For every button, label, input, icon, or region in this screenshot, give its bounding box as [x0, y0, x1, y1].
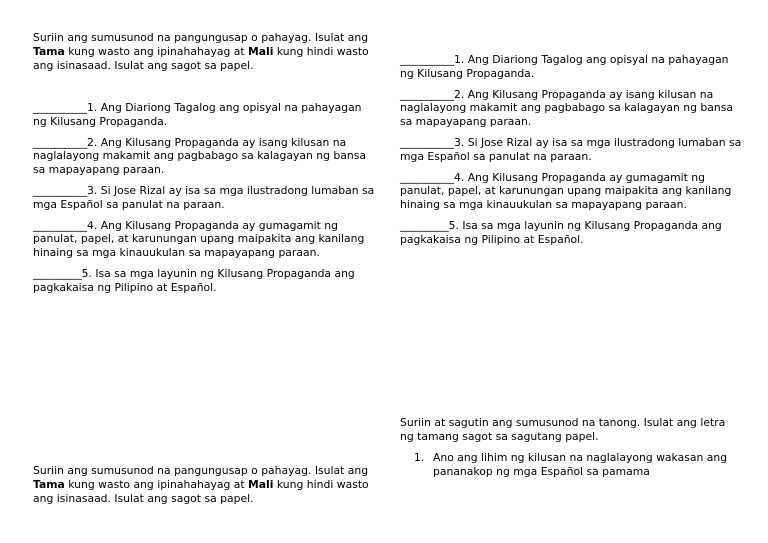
list-item: __________3. Si Jose Rizal ay isa sa mga ilustradong lumaban sa mga Español sa panulat na paraan. — [33, 183, 375, 211]
list-item: __________4. Ang Kilusang Propaganda ay gumagamit ng panulat, papel, at karunungan upang maipakita ang kanilang hinaing sa mga kinauukulan sa mapayapang paraan. — [33, 218, 365, 260]
list-item: __________4. Ang Kilusang Propaganda ay gumagamit ng panulat, papel, at karunungan upang maipakita ang kanilang hinaing sa mga kinauukulan sa mapayapang paraan. — [400, 170, 732, 212]
answer-blank: __________ — [400, 87, 454, 101]
answer-blank: __________ — [33, 101, 87, 114]
items-list-right — [400, 53, 745, 247]
question-instructions: Suriin at sagutin ang sumusunod na tanong. Isulat ang letra ng tamang sagot sa sagutang papel. — [400, 416, 726, 443]
answer-blank: __________ — [33, 135, 87, 149]
instructions-bottom-left: Suriin ang sumusunod na pangungusap o pahayag. Isulat ang Tama kung wasto ang ipinahahayag at Mali kung hindi wasto ang isinasaad. Isulat ang sagot sa papel. — [33, 464, 369, 505]
question-item: 1. Ano ang lihim ng kilusan na naglalayong wakasan ang pananakop ng mga Español sa pamama — [414, 451, 728, 478]
items-list-left — [33, 101, 378, 295]
tama-keyword: Tama — [33, 44, 65, 58]
instructions-top-left: Suriin ang sumusunod na pangungusap o pahayag. Isulat ang Tama kung wasto ang ipinahahayag at Mali kung hindi wasto ang isinasaad. Isulat ang sagot sa papel. — [33, 31, 369, 72]
mali-keyword: Mali — [248, 477, 274, 491]
list-item: _________5. Isa sa mga layunin ng Kilusang Propaganda ang pagkakaisa ng Pilipino at Español. — [400, 218, 722, 246]
tama-keyword: Tama — [33, 477, 65, 491]
list-item: __________3. Si Jose Rizal ay isa sa mga ilustradong lumaban sa mga Español sa panulat na paraan. — [400, 135, 742, 163]
answer-blank: _________ — [400, 218, 449, 232]
answer-blank: _________ — [33, 266, 82, 280]
answer-blank: __________ — [33, 183, 87, 197]
list-item: __________2. Ang Kilusang Propaganda ay isang kilusan na naglalayong makamit ang pagbabago sa kalagayan ng bansa sa mapayapang paraan. — [33, 135, 366, 177]
list-item: __________1. Ang Diariong Tagalog ang opisyal na pahayagan ng Kilusang Propaganda. — [400, 53, 729, 80]
list-item: _________5. Isa sa mga layunin ng Kilusang Propaganda ang pagkakaisa ng Pilipino at Español. — [33, 266, 355, 294]
list-item: __________2. Ang Kilusang Propaganda ay isang kilusan na naglalayong makamit ang pagbabago sa kalagayan ng bansa sa mapayapang paraan. — [400, 87, 733, 129]
answer-blank: __________ — [400, 53, 454, 66]
answer-blank: __________ — [33, 218, 87, 232]
list-item: __________1. Ang Diariong Tagalog ang opisyal na pahayagan ng Kilusang Propaganda. — [33, 101, 362, 128]
mali-keyword: Mali — [248, 44, 274, 58]
question-list — [400, 451, 745, 479]
answer-blank: __________ — [400, 170, 454, 184]
answer-blank: __________ — [400, 135, 454, 149]
